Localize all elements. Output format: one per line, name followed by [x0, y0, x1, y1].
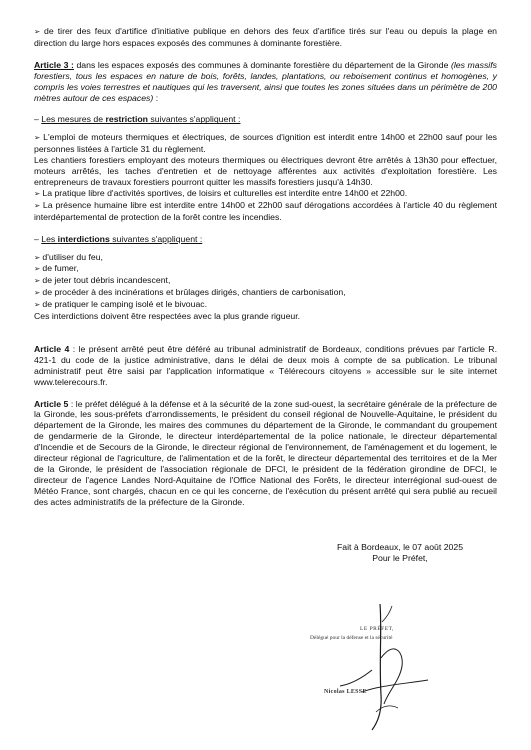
- article-4-text: : le présent arrêté peut être déféré au tribunal administratif de Bordeaux, conditions prévues par l'article R. 421-1 du code de la justice administrative, dans le délai de deux mois à compte de sa publication. Le tribunal administratif peut être saisi par l'application informatique « Télérecours citoyens » accessible sur le site internet www.telerecours.fr.: [34, 343, 497, 387]
- stamp-title: LE PRÉFET,: [360, 626, 394, 632]
- article-4: [34, 344, 497, 388]
- interdiction-item: ➢ de jeter tout débris incandescent,: [34, 275, 497, 287]
- place-date: Fait à Bordeaux, le 07 août 2025: [336, 542, 464, 552]
- intro-bullet: ➢ de tirer des feux d'artifice d'initiative publique en dehors des feux d'artifice tirés sur l'eau ou depuis la plage en direction du large hors espaces exposés des communes à dominante forestière.: [34, 26, 497, 49]
- article-5-text: : le préfet délégué à la défense et à la sécurité de la zone sud-ouest, la secrétaire générale de la préfecture de la Gironde, les sous-préfets d'arrondissements, le président du conseil régional de Nouvelle-Aquitaine, le président du département de la Gironde, les maires des communes du département de la Gironde, le commandant du groupement de gendarmerie de la Gironde, le directeur interdépartemental de la police nationale, le directeur départemental d'Incendie et de Secours de la Gironde, le directeur régional de l'environnement, de l'aménagement et du logement, le directeur régional de l'agriculture, de l'alimentation et de la forêt, le directeur départemental des territoires et de la Mer de la Gironde, le président de l'association régionale de DFCI, le président de la fédération girondine de DFCI, le directeur de l'agence Landes Nord-Aquitaine de l'Office National des Forêts, le directeur interrégional sud-ouest de Météo France, sont chargés, chacun en ce qui les concerne, de l'exécution du présent arrêté qui sera publié au recueil des actes administratifs de la préfecture de la Gironde.: [34, 398, 497, 507]
- handwritten-signature: [332, 600, 442, 735]
- interdiction-item: ➢ de procéder à des incinérations et brûlages dirigés, chantiers de carbonisation,: [34, 287, 497, 299]
- chantiers-paragraph: Les chantiers forestiers employant des moteurs thermiques ou électriques devront être arrêtés à 13h30 pour effectuer, moteurs arrêtés, les taches d'entretien et de nettoyage afférentes aux activités d'exploitation forestière. Les entrepreneurs de travaux forestiers pourront quitter les massifs forestiers jusqu'à 14h30.: [34, 155, 497, 187]
- article-3-text: dans les espaces exposés des communes à dominante forestière du département de la Gironde: [73, 59, 451, 70]
- interdiction-item: ➢ de fumer,: [34, 263, 497, 275]
- restriction-item-1: ➢ L'emploi de moteurs thermiques et électriques, de sources d'ignition est interdit entre 14h00 et 22h00 sauf pour les personnes listées à l'article 31 du règlement.: [34, 132, 497, 155]
- interdiction-item: ➢ de pratiquer le camping isolé et le bivouac.: [34, 299, 497, 311]
- interdiction-heading: – Les interdictions suivantes s'appliquent :: [34, 233, 203, 244]
- interdiction-item: ➢ d'utiliser du feu,: [34, 252, 497, 264]
- article-3: Article 3 : dans les espaces exposés des communes à dominante forestière du département de la Gironde (les massifs forestiers, tous les espaces en nature de bois, forêts, landes, plantations, ou reboisement continus et homogènes, y compris les voies terrestres et nautiques qui les traversent, ainsi que toutes les zones situées dans un périmètre de 200 mètres autour de ces espaces) :: [34, 59, 497, 103]
- signature-for: Pour le Préfet,: [372, 552, 428, 563]
- article-4-label: Article 4: [34, 343, 70, 354]
- signature-block: [300, 542, 500, 564]
- stamp-subtitle: Délégué pour la défense et la sécurité: [310, 635, 393, 641]
- restriction-item-2: ➢ La pratique libre d'activités sportives, de loisirs et culturelles est interdite entre 14h00 et 22h00.: [34, 188, 497, 200]
- restriction-item-3: ➢ La présence humaine libre est interdite entre 14h00 et 22h00 sauf dérogations accordées à l'article 40 du règlement interdépartemental de protection de la forêt contre les incendies.: [34, 200, 497, 223]
- article-5-label: Article 5: [34, 398, 69, 409]
- interdictions-closing: Ces interdictions doivent être respectées avec la plus grande rigueur.: [34, 311, 301, 322]
- article-3-label: Article 3 :: [34, 59, 74, 70]
- article-3-italic: (les massifs forestiers, tous les espaces en nature de bois, forêts, landes, plantations, ou reboisement continus et homogènes, y compris les voies terrestres et nautiques qui les traversent, ainsi que toutes les zones situées dans un périmètre de 200 mètres autour de ces espaces): [34, 59, 497, 103]
- restriction-heading: – Les mesures de restriction suivantes s'appliquent :: [34, 114, 241, 125]
- stamp-name: Nicolas LESSE: [324, 689, 367, 695]
- article-5: [34, 399, 497, 508]
